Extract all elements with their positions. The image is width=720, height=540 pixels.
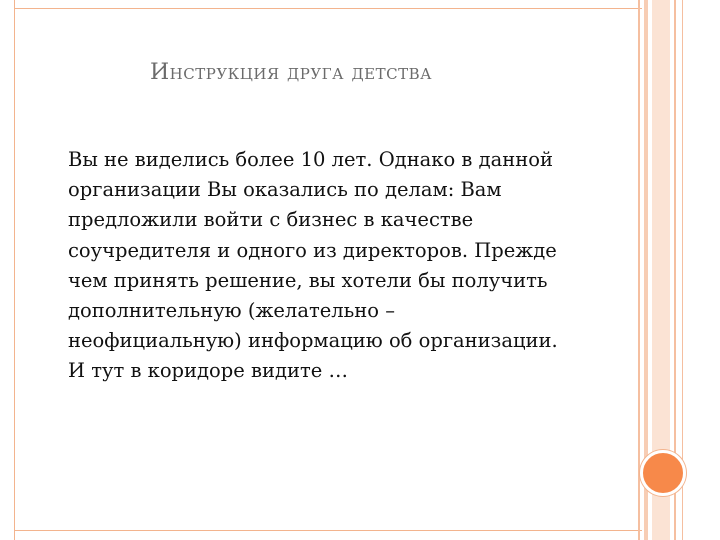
body-line: И тут в коридоре видите …: [68, 359, 349, 383]
body-line: неофициальную) информацию об организации.: [68, 329, 558, 353]
orange-circle-icon: [640, 450, 686, 496]
body-line: дополнительную (желательно –: [68, 299, 395, 323]
body-line: Вы не виделись более 10 лет. Однако в данной: [68, 148, 553, 171]
body-line: соучредителя и одного из директоров. Прежде: [68, 238, 557, 262]
frame-left-line: [14, 0, 15, 540]
frame-top-line: [14, 8, 642, 9]
band-line: [638, 0, 640, 540]
frame-bottom-line: [14, 530, 642, 531]
slide-title: Инструкция друга детства: [150, 60, 432, 85]
band-line: [682, 0, 683, 540]
slide-body-text: [68, 145, 628, 387]
body-line: чем принять решение, вы хотели бы получить: [68, 268, 548, 292]
body-line: предложили войти с бизнес в качестве: [68, 208, 474, 232]
body-line: организации Вы оказались по делам: Вам: [68, 178, 502, 202]
